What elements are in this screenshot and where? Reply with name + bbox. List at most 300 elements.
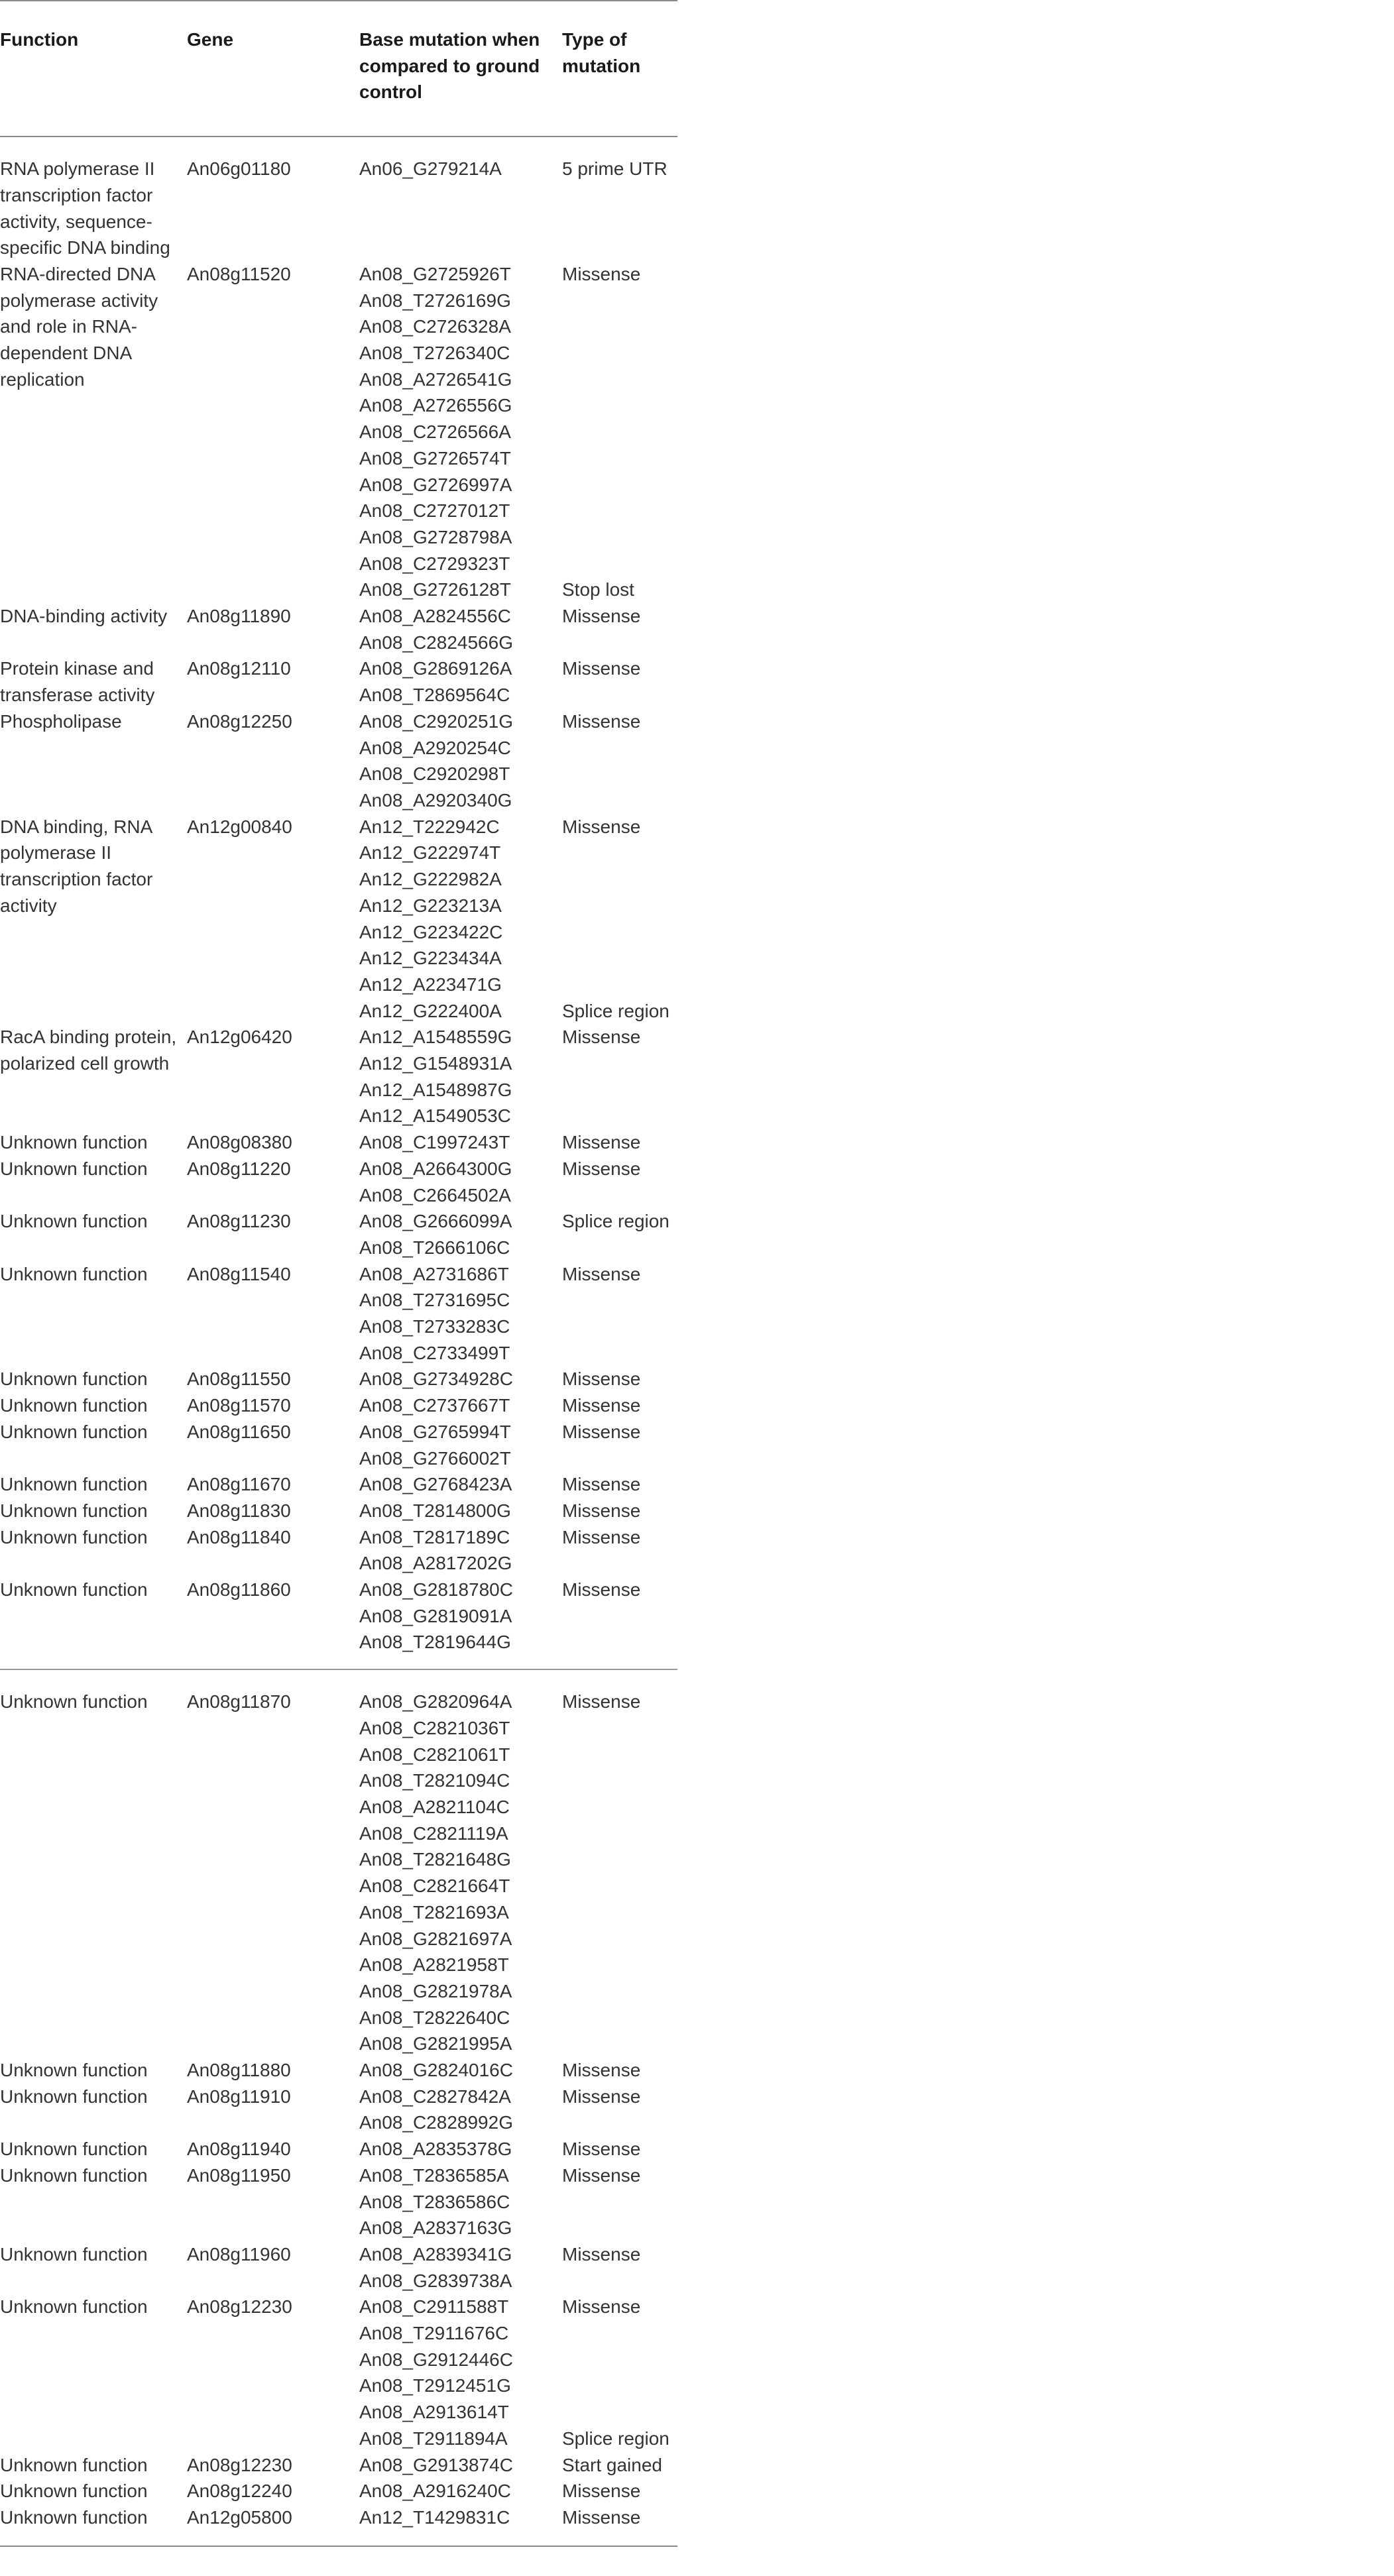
gene-cell — [187, 1366, 359, 1392]
function-cell — [0, 1419, 187, 1471]
table-row — [0, 1129, 677, 1156]
mutation-type: Missense — [562, 1526, 641, 1547]
gene-cell — [187, 1156, 359, 1208]
base-mutation: An08_A2731686T — [359, 1263, 509, 1284]
gene-id: An08g11940 — [187, 2139, 291, 2160]
gene-id: An08g11230 — [187, 1211, 291, 1232]
mutation-type-cell — [562, 2241, 677, 2294]
base-mutation-cell — [359, 2452, 562, 2479]
function-cell — [0, 2504, 187, 2546]
mutation-type-cell — [562, 2162, 677, 2241]
function-cell — [0, 1156, 187, 1208]
mutation-type-cell — [562, 708, 677, 814]
mutation-type-cell — [562, 814, 677, 1025]
mutation-type — [562, 472, 677, 498]
function-text: DNA-binding activity — [0, 606, 168, 627]
table-row — [0, 603, 677, 655]
gene-id: An08g11220 — [187, 1158, 291, 1179]
base-mutation: An08_T2821094C — [359, 1770, 510, 1791]
function-cell — [0, 655, 187, 708]
mutation-type-cell — [562, 137, 677, 261]
function-text: Unknown function — [0, 1211, 148, 1232]
base-mutation: An08_T2821693A — [359, 1901, 509, 1923]
function-text: Unknown function — [0, 2506, 148, 2528]
function-cell — [0, 2162, 187, 2241]
function-text: RNA-directed DNA polymerase activity and role in RNA-dependent DNA replication — [0, 263, 158, 390]
base-mutation: An08_C2821061T — [359, 1744, 510, 1765]
gene-cell — [187, 137, 359, 261]
base-mutation-cell — [359, 1392, 562, 1419]
gene-id: An08g11540 — [187, 1263, 291, 1284]
mutation-type — [562, 419, 677, 445]
base-mutation: An08_G2734928C — [359, 1369, 513, 1390]
base-mutation-cell — [359, 1669, 562, 2057]
table-row — [0, 2241, 677, 2294]
mutation-type: Missense — [562, 1027, 641, 1048]
gene-id: An08g08380 — [187, 1132, 292, 1153]
base-mutation: An08_G2818780C — [359, 1579, 513, 1600]
mutation-type-cell — [562, 2452, 677, 2479]
base-mutation: An08_A2913614T — [359, 2402, 509, 2423]
function-cell — [0, 1208, 187, 1260]
base-mutation: An08_G2765994T — [359, 1421, 511, 1442]
gene-cell — [187, 2452, 359, 2479]
base-mutation: An08_T2911676C — [359, 2323, 509, 2344]
base-mutation: An08_C2911588T — [359, 2296, 509, 2318]
function-cell — [0, 1261, 187, 1367]
table-row — [0, 1669, 677, 2057]
base-mutation: An08_G2824016C — [359, 2060, 513, 2081]
function-cell — [0, 1129, 187, 1156]
mutation-type: Missense — [562, 2243, 641, 2265]
base-mutation: An08_C1997243T — [359, 1132, 510, 1153]
base-mutation: An08_C2664502A — [359, 1184, 511, 1205]
gene-id: An08g12110 — [187, 658, 291, 679]
mutation-type: Missense — [562, 1500, 641, 1521]
base-mutation: An12_A1548559G — [359, 1027, 512, 1048]
mutation-type-cell — [562, 1471, 677, 1498]
function-text: Unknown function — [0, 1526, 148, 1547]
table-row — [0, 1208, 677, 1260]
mutation-type-cell — [562, 1129, 677, 1156]
table-row — [0, 1156, 677, 1208]
mutation-type: Start gained — [562, 2454, 662, 2475]
mutation-type-cell — [562, 2478, 677, 2504]
gene-cell — [187, 2504, 359, 2546]
gene-id: An08g11890 — [187, 606, 291, 627]
base-mutation-cell — [359, 1498, 562, 1524]
mutation-type-cell — [562, 2057, 677, 2084]
base-mutation: An08_A2839341G — [359, 2243, 512, 2265]
mutation-type: Missense — [562, 2164, 641, 2186]
base-mutation: An08_A2664300G — [359, 1158, 512, 1179]
header-row — [0, 1, 677, 137]
base-mutation: An08_G2725926T — [359, 263, 511, 284]
gene-id: An12g00840 — [187, 816, 292, 837]
function-text: Unknown function — [0, 1474, 148, 1495]
base-mutation: An08_T2733283C — [359, 1316, 510, 1337]
gene-cell — [187, 2084, 359, 2136]
base-mutation: An08_G2766002T — [359, 1447, 511, 1469]
mutation-type-cell — [562, 655, 677, 708]
mutation-type — [562, 2347, 677, 2373]
table-header — [0, 1, 677, 137]
mutation-type: Missense — [562, 1691, 641, 1712]
base-mutation: An08_A2920340G — [359, 789, 512, 811]
base-mutation: An08_C2824566G — [359, 632, 513, 653]
base-mutation-cell — [359, 603, 562, 655]
table-row — [0, 1261, 677, 1367]
table-row — [0, 137, 677, 261]
function-cell — [0, 1024, 187, 1129]
mutation-type-cell — [562, 1261, 677, 1367]
base-mutation: An08_C2920251G — [359, 710, 513, 732]
mutation-type — [562, 392, 677, 419]
function-cell — [0, 2057, 187, 2084]
base-mutation: An08_T2821648G — [359, 1849, 511, 1870]
mutation-type — [562, 2373, 677, 2399]
table-row — [0, 1577, 677, 1669]
base-mutation: An08_T2666106C — [359, 1237, 510, 1258]
base-mutation: An12_T1429831C — [359, 2506, 510, 2528]
mutation-type-cell — [562, 2504, 677, 2546]
base-mutation: An08_C2726328A — [359, 316, 511, 337]
base-mutation-cell — [359, 2084, 562, 2136]
function-cell — [0, 2136, 187, 2162]
base-mutation: An08_T2911894A — [359, 2428, 508, 2449]
gene-cell — [187, 2057, 359, 2084]
table-row — [0, 1392, 677, 1419]
base-mutation: An08_G2819091A — [359, 1605, 512, 1626]
base-mutation: An08_T2912451G — [359, 2375, 511, 2396]
gene-cell — [187, 1129, 359, 1156]
table-row — [0, 2452, 677, 2479]
base-mutation: An08_T2731695C — [359, 1290, 510, 1311]
gene-id: An08g11960 — [187, 2243, 291, 2265]
gene-id: An08g12230 — [187, 2296, 292, 2318]
mutation-type-cell — [562, 1024, 677, 1129]
base-mutation: An08_C2733499T — [359, 1342, 510, 1363]
header-mutation-type: Type of mutation — [562, 1, 677, 137]
table-row — [0, 2504, 677, 2546]
base-mutation: An08_A2916240C — [359, 2481, 511, 2502]
mutation-type: Splice region — [562, 1000, 669, 1021]
gene-id: An08g12230 — [187, 2454, 292, 2475]
mutation-type — [562, 498, 677, 524]
base-mutation-cell — [359, 2478, 562, 2504]
base-mutation: An08_G2839738A — [359, 2270, 512, 2291]
mutation-type-cell — [562, 1208, 677, 1260]
header-gene: Gene — [187, 1, 359, 137]
mutation-type — [562, 945, 677, 972]
function-text: Unknown function — [0, 1500, 148, 1521]
base-mutation-cell — [359, 2136, 562, 2162]
function-cell — [0, 2241, 187, 2294]
gene-cell — [187, 655, 359, 708]
gene-cell — [187, 1524, 359, 1577]
gene-id: An08g11830 — [187, 1500, 291, 1521]
mutation-type: Missense — [562, 2481, 641, 2502]
base-mutation: An08_C2821119A — [359, 1822, 508, 1844]
base-mutation-cell — [359, 1129, 562, 1156]
gene-id: An08g11520 — [187, 263, 291, 284]
mutation-type: Missense — [562, 658, 641, 679]
base-mutation: An12_A1549053C — [359, 1105, 511, 1127]
gene-id: An08g12240 — [187, 2481, 292, 2502]
table-row — [0, 261, 677, 603]
base-mutation: An12_G222974T — [359, 842, 501, 864]
function-text: Unknown function — [0, 1395, 148, 1416]
mutation-type: Missense — [562, 816, 641, 837]
mutation-type-cell — [562, 2294, 677, 2451]
mutation-type: Splice region — [562, 1211, 669, 1232]
mutation-type-cell — [562, 261, 677, 603]
gene-cell — [187, 1498, 359, 1524]
gene-cell — [187, 1208, 359, 1260]
gene-id: An08g11570 — [187, 1395, 291, 1416]
function-cell — [0, 1498, 187, 1524]
gene-id: An08g11860 — [187, 1579, 291, 1600]
base-mutation-cell — [359, 1524, 562, 1577]
mutation-type — [562, 551, 677, 577]
function-text: Unknown function — [0, 1158, 148, 1179]
mutation-type: Stop lost — [562, 579, 634, 600]
gene-id: An08g11650 — [187, 1421, 291, 1442]
mutation-table — [0, 0, 677, 2547]
mutation-type-cell — [562, 1577, 677, 1669]
base-mutation: An08_A2821958T — [359, 1954, 509, 1976]
base-mutation-cell — [359, 1024, 562, 1129]
function-text: Unknown function — [0, 2060, 148, 2081]
function-text: Unknown function — [0, 1369, 148, 1390]
base-mutation: An08_T2836585A — [359, 2164, 509, 2186]
gene-cell — [187, 261, 359, 603]
function-text: Unknown function — [0, 2296, 148, 2318]
base-mutation: An08_T2814800G — [359, 1500, 511, 1521]
function-text: Unknown function — [0, 1132, 148, 1153]
mutation-type-cell — [562, 2136, 677, 2162]
function-text: Unknown function — [0, 1579, 148, 1600]
table-row — [0, 1471, 677, 1498]
base-mutation: An12_T222942C — [359, 816, 500, 837]
base-mutation: An08_C2737667T — [359, 1395, 510, 1416]
function-cell — [0, 1669, 187, 2057]
mutation-type: Missense — [562, 2296, 641, 2318]
gene-id: An08g12250 — [187, 710, 292, 732]
table-row — [0, 2294, 677, 2451]
table-row — [0, 1524, 677, 1577]
base-mutation: An12_G1548931A — [359, 1053, 512, 1074]
function-text: Unknown function — [0, 1421, 148, 1442]
base-mutation-cell — [359, 1471, 562, 1498]
mutation-type — [562, 2399, 677, 2426]
table-row — [0, 708, 677, 814]
function-text: Unknown function — [0, 2481, 148, 2502]
gene-id: An06g01180 — [187, 158, 291, 180]
base-mutation: An08_A2920254C — [359, 737, 511, 758]
base-mutation: An12_G223434A — [359, 948, 502, 969]
base-mutation: An12_A223471G — [359, 974, 502, 995]
table-row — [0, 2478, 677, 2504]
gene-cell — [187, 1471, 359, 1498]
base-mutation: An08_G2821697A — [359, 1928, 512, 1949]
gene-cell — [187, 2478, 359, 2504]
base-mutation: An08_G2913874C — [359, 2454, 513, 2475]
base-mutation: An08_T2817189C — [359, 1526, 510, 1547]
mutation-type: Missense — [562, 1579, 641, 1600]
table-row — [0, 1024, 677, 1129]
mutation-type: Missense — [562, 1263, 641, 1284]
gene-cell — [187, 814, 359, 1025]
gene-cell — [187, 603, 359, 655]
base-mutation: An08_G2726574T — [359, 447, 511, 469]
base-mutation: An08_G2726128T — [359, 579, 511, 600]
base-mutation-cell — [359, 1366, 562, 1392]
gene-cell — [187, 2241, 359, 2294]
base-mutation: An08_C2727012T — [359, 500, 510, 522]
mutation-type: Missense — [562, 1158, 641, 1179]
function-text: RNA polymerase II transcription factor activity, sequence-specific DNA binding — [0, 158, 170, 258]
base-mutation: An08_C2821036T — [359, 1717, 510, 1738]
gene-cell — [187, 1669, 359, 2057]
mutation-type-cell — [562, 1419, 677, 1471]
base-mutation: An08_A2817202G — [359, 1553, 512, 1574]
base-mutation: An08_A2837163G — [359, 2217, 512, 2239]
base-mutation: An08_A2726541G — [359, 368, 512, 390]
function-text: Unknown function — [0, 2243, 148, 2265]
base-mutation: An08_C2821664T — [359, 1876, 510, 1897]
function-cell — [0, 2294, 187, 2451]
gene-cell — [187, 1577, 359, 1669]
function-text: Protein kinase and transferase activity — [0, 658, 155, 706]
gene-id: An08g11910 — [187, 2086, 291, 2107]
mutation-type — [562, 893, 677, 919]
function-text: RacA binding protein, polarized cell growth — [0, 1027, 177, 1074]
function-cell — [0, 1524, 187, 1577]
mutation-type — [562, 313, 677, 340]
gene-id: An12g05800 — [187, 2506, 292, 2528]
mutation-type-cell — [562, 1392, 677, 1419]
base-mutation-cell — [359, 655, 562, 708]
base-mutation-cell — [359, 261, 562, 603]
mutation-type-cell — [562, 1498, 677, 1524]
mutation-type: Missense — [562, 1474, 641, 1495]
gene-id: An08g11840 — [187, 1526, 291, 1547]
function-text: DNA binding, RNA polymerase II transcription factor activity — [0, 816, 153, 916]
base-mutation-cell — [359, 2057, 562, 2084]
mutation-type: Missense — [562, 1369, 641, 1390]
base-mutation-cell — [359, 1577, 562, 1669]
function-cell — [0, 1577, 187, 1669]
base-mutation-cell — [359, 2294, 562, 2451]
gene-cell — [187, 1024, 359, 1129]
table-row — [0, 1498, 677, 1524]
base-mutation: An08_C2729323T — [359, 553, 510, 574]
gene-id: An12g06420 — [187, 1027, 292, 1048]
base-mutation-cell — [359, 2504, 562, 2546]
gene-cell — [187, 1392, 359, 1419]
base-mutation: An08_G2820964A — [359, 1691, 512, 1712]
mutation-type-cell — [562, 1524, 677, 1577]
table-row — [0, 2084, 677, 2136]
mutation-type: Missense — [562, 606, 641, 627]
table-row — [0, 1419, 677, 1471]
table-row — [0, 814, 677, 1025]
mutation-type: Missense — [562, 710, 641, 732]
mutation-type — [562, 445, 677, 472]
mutation-type-cell — [562, 1366, 677, 1392]
mutation-type-cell — [562, 1669, 677, 2057]
mutation-type: Missense — [562, 2060, 641, 2081]
mutation-type — [562, 840, 677, 866]
function-cell — [0, 603, 187, 655]
base-mutation: An06_G279214A — [359, 158, 502, 180]
mutation-type: Missense — [562, 2506, 641, 2528]
mutation-type — [562, 866, 677, 893]
mutation-type: 5 prime UTR — [562, 158, 668, 180]
function-text: Unknown function — [0, 2139, 148, 2160]
base-mutation: An08_C2920298T — [359, 763, 510, 785]
mutation-type: Missense — [562, 263, 641, 284]
gene-id: An08g11550 — [187, 1369, 291, 1390]
base-mutation: An12_G223422C — [359, 921, 503, 942]
base-mutation: An08_T2726169G — [359, 290, 511, 311]
base-mutation-cell — [359, 137, 562, 261]
base-mutation: An08_C2827842A — [359, 2086, 511, 2107]
gene-id: An08g11950 — [187, 2164, 291, 2186]
base-mutation: An08_A2835378G — [359, 2139, 512, 2160]
table-row — [0, 2136, 677, 2162]
function-cell — [0, 261, 187, 603]
function-text: Unknown function — [0, 2164, 148, 2186]
mutation-type: Missense — [562, 1395, 641, 1416]
base-mutation-cell — [359, 708, 562, 814]
base-mutation: An08_G2728798A — [359, 526, 512, 547]
base-mutation-cell — [359, 1419, 562, 1471]
function-cell — [0, 2084, 187, 2136]
gene-cell — [187, 2294, 359, 2451]
base-mutation: An08_G2821995A — [359, 2033, 512, 2054]
mutation-type: Missense — [562, 2086, 641, 2107]
base-mutation: An08_A2821104C — [359, 1797, 510, 1817]
base-mutation: An08_G2726997A — [359, 474, 512, 495]
base-mutation: An12_G222982A — [359, 869, 502, 890]
base-mutation: An08_A2824556C — [359, 606, 511, 627]
base-mutation: An08_T2819644G — [359, 1632, 511, 1653]
function-cell — [0, 2452, 187, 2479]
base-mutation: An12_G222400A — [359, 1000, 502, 1021]
table-row — [0, 2162, 677, 2241]
mutation-type — [562, 972, 677, 998]
table-row — [0, 2057, 677, 2084]
mutation-type-cell — [562, 1156, 677, 1208]
base-mutation: An08_A2726556G — [359, 395, 512, 416]
gene-cell — [187, 2162, 359, 2241]
base-mutation: An08_T2822640C — [359, 2007, 510, 2028]
gene-cell — [187, 1261, 359, 1367]
base-mutation-cell — [359, 1156, 562, 1208]
function-text: Unknown function — [0, 1691, 148, 1712]
mutation-type: Missense — [562, 1132, 641, 1153]
mutation-type: Missense — [562, 2139, 641, 2160]
mutation-type — [562, 2320, 677, 2347]
base-mutation: An08_G2912446C — [359, 2349, 513, 2370]
function-text: Unknown function — [0, 2454, 148, 2475]
base-mutation: An08_G2666099A — [359, 1211, 512, 1232]
base-mutation-cell — [359, 2241, 562, 2294]
base-mutation: An08_C2726566A — [359, 421, 511, 443]
mutation-type — [562, 340, 677, 366]
